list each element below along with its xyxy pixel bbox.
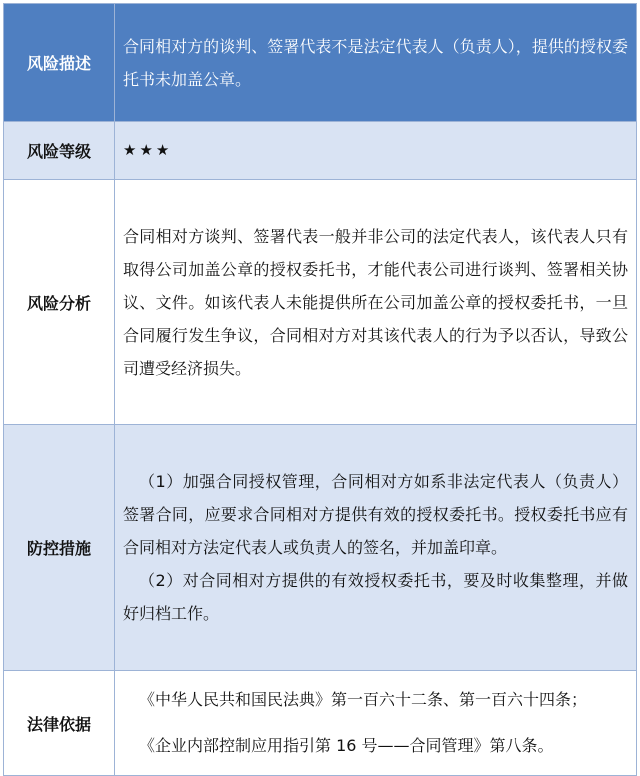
risk-table xyxy=(3,3,637,776)
row-label-risk-analysis: 风险分析 xyxy=(4,180,115,425)
legal-basis-item: 《中华人民共和国民法典》第一百六十二条、第一百六十四条； xyxy=(139,690,588,709)
risk-level-stars: ★★★ xyxy=(115,122,637,180)
row-label-risk-description: 风险描述 xyxy=(4,4,115,122)
row-label-legal-basis: 法律依据 xyxy=(4,671,115,776)
row-label-control-measures: 防控措施 xyxy=(4,425,115,671)
table-row-control-measures xyxy=(4,425,637,671)
table-row-risk-level xyxy=(4,122,637,180)
table-row-risk-analysis xyxy=(4,180,637,425)
table-row-risk-description xyxy=(4,4,637,122)
risk-description-text: 合同相对方的谈判、签署代表不是法定代表人（负责人），提供的授权委托书未加盖公章。 xyxy=(115,4,637,122)
legal-basis-content xyxy=(115,671,637,776)
row-label-risk-level: 风险等级 xyxy=(4,122,115,180)
control-measures-content xyxy=(115,425,637,671)
control-measure-paragraph: （1）加强合同授权管理，合同相对方如系非法定代表人（负责人）签署合同，应要求合同相对方提供有效的授权委托书。授权委托书应有合同相对方法定代表人或负责人的签名，并加盖印章。 xyxy=(123,472,628,557)
control-measure-paragraph: （2）对合同相对方提供的有效授权委托书，要及时收集整理，并做好归档工作。 xyxy=(123,571,628,623)
table-row-legal-basis xyxy=(4,671,637,776)
legal-basis-item: 《企业内部控制应用指引第 16 号——合同管理》第八条。 xyxy=(139,736,554,755)
risk-analysis-text: 合同相对方谈判、签署代表一般并非公司的法定代表人，该代表人只有取得公司加盖公章的授权委托书，才能代表公司进行谈判、签署相关协议、文件。如该代表人未能提供所在公司加盖公章的授权委托书，一旦合同履行发生争议，合同相对方对其该代表人的行为予以否认，导致公司遭受经济损失。 xyxy=(115,180,637,425)
